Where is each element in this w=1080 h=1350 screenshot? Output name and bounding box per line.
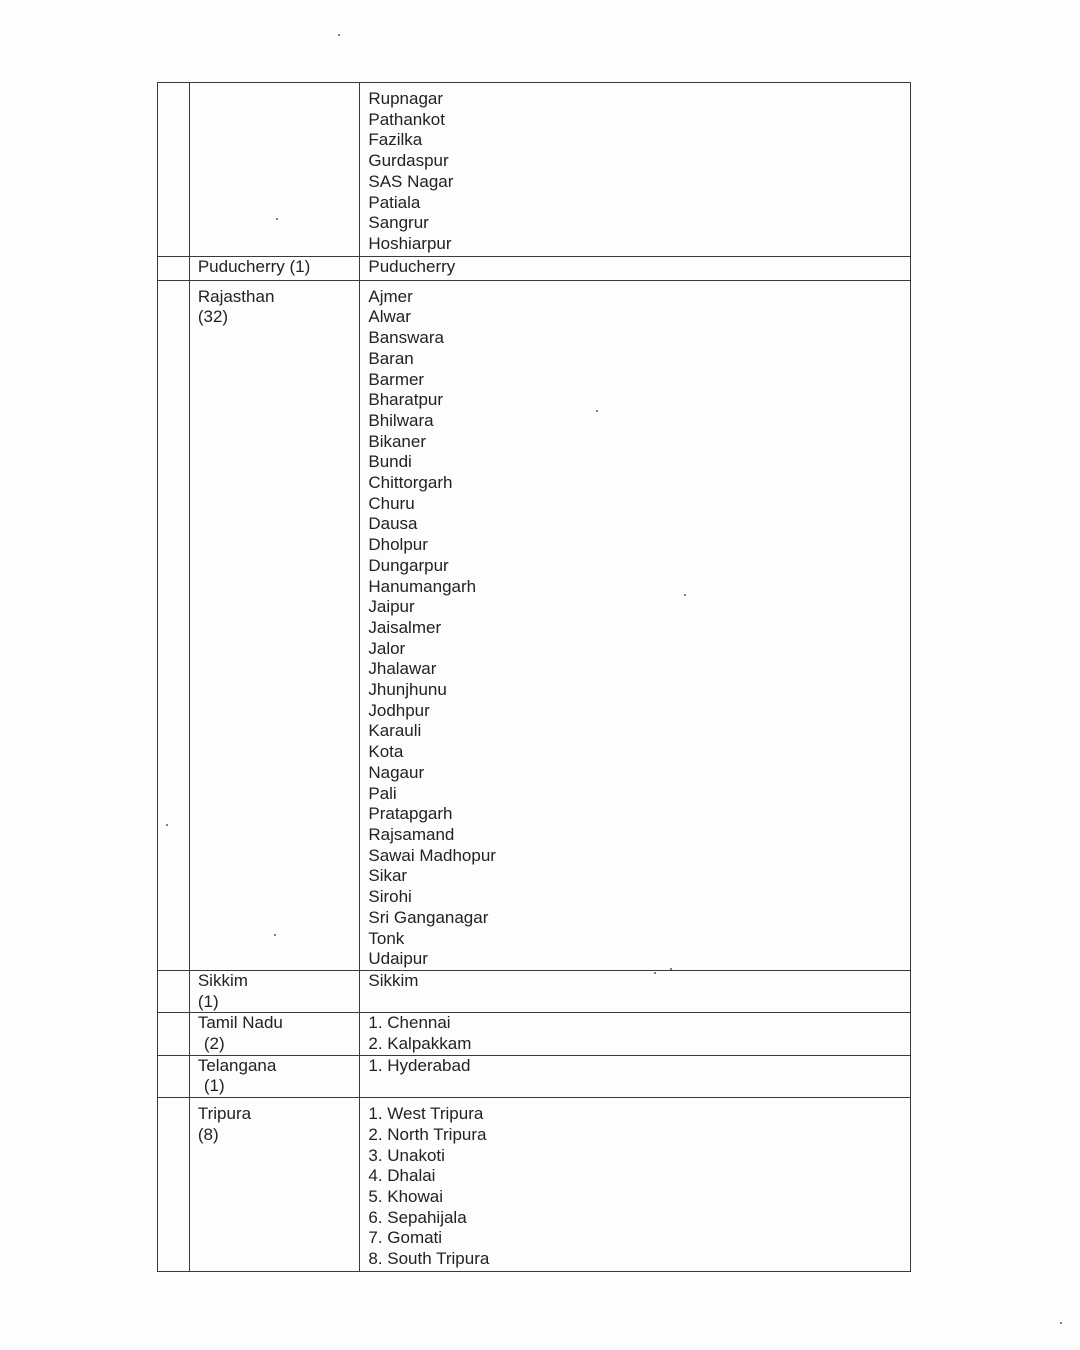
district-list [368, 1056, 902, 1077]
scan-speck [670, 968, 672, 970]
district-item: Jaipur [368, 597, 415, 617]
district-item: Pathankot [368, 109, 445, 129]
district-item: Dungarpur [368, 555, 449, 575]
district-cell [360, 1098, 911, 1272]
state-cell [189, 970, 360, 1012]
state-name: Telangana [197, 1055, 277, 1075]
serial-cell [158, 1013, 190, 1055]
scan-speck [654, 972, 656, 974]
district-item: Dholpur [368, 535, 428, 555]
table-row [158, 83, 911, 257]
district-item: Baran [368, 348, 414, 368]
serial-cell [158, 83, 190, 257]
table-row [158, 1055, 911, 1097]
district-item: Patiala [368, 192, 421, 212]
table-body [158, 83, 911, 1272]
state-cell [189, 1098, 360, 1272]
district-item: Nagaur [368, 762, 425, 782]
scan-speck [596, 410, 598, 412]
district-item: Rajsamand [368, 824, 455, 844]
state-count: (1) [203, 1076, 225, 1096]
state-name: Rajasthan [197, 286, 275, 306]
state-cell [189, 83, 360, 257]
district-item: 6. Sepahijala [368, 1207, 467, 1227]
scan-speck [276, 218, 278, 220]
scan-speck [1060, 1322, 1062, 1324]
district-item: Jhunjhunu [368, 680, 447, 700]
district-item: Jodhpur [368, 700, 430, 720]
district-item: 2. Kalpakkam [368, 1034, 472, 1054]
district-item: Dausa [368, 514, 418, 534]
serial-cell [158, 1055, 190, 1097]
district-item: Tonk [368, 928, 405, 948]
district-list [368, 1104, 902, 1270]
district-item: Barmer [368, 369, 425, 389]
district-item: 2. North Tripura [368, 1124, 487, 1144]
district-list [368, 257, 902, 278]
district-cell [360, 83, 911, 257]
table-row [158, 1098, 911, 1272]
district-item: Bundi [368, 452, 412, 472]
serial-cell [158, 280, 190, 970]
serial-cell [158, 257, 190, 281]
district-item: Alwar [368, 307, 411, 327]
scan-speck [274, 934, 276, 936]
district-item: Jaisalmer [368, 617, 442, 637]
district-item: Fazilka [368, 130, 423, 150]
state-cell [189, 1055, 360, 1097]
table-row [158, 257, 911, 281]
district-item: Jalor [368, 638, 406, 658]
district-cell [360, 1055, 911, 1097]
district-list [368, 971, 902, 992]
state-count: (1) [197, 991, 219, 1011]
district-item: Hoshiarpur [368, 233, 452, 253]
state-name: Puducherry (1) [197, 257, 311, 276]
state-name: Sikkim [197, 970, 248, 990]
district-cell [360, 1013, 911, 1055]
district-cell [360, 280, 911, 970]
district-item: Ajmer [368, 286, 413, 306]
district-item: Sangrur [368, 213, 429, 233]
state-name: Tripura [197, 1104, 252, 1124]
district-item: Bharatpur [368, 390, 444, 410]
state-district-table [157, 82, 911, 1272]
scan-speck [684, 594, 686, 596]
district-item: Sikar [368, 866, 408, 886]
district-item: Hanumangarh [368, 576, 477, 596]
state-name: Tamil Nadu [197, 1013, 283, 1033]
district-item: 7. Gomati [368, 1228, 443, 1248]
scan-speck [338, 34, 340, 36]
serial-cell [158, 970, 190, 1012]
state-count: (8) [197, 1124, 219, 1144]
district-item: Sawai Madhopur [368, 845, 496, 865]
district-item: 4. Dhalai [368, 1166, 436, 1186]
district-item: Kota [368, 742, 404, 762]
state-cell [189, 257, 360, 281]
district-item: SAS Nagar [368, 171, 454, 191]
district-cell [360, 257, 911, 281]
district-item: Bikaner [368, 431, 426, 451]
district-item: Pratapgarh [368, 804, 453, 824]
district-item: Puducherry [368, 257, 456, 276]
state-cell [189, 280, 360, 970]
district-item: Udaipur [368, 949, 428, 969]
state-count: (32) [197, 307, 229, 327]
district-item: Churu [368, 493, 415, 513]
district-item: 8. South Tripura [368, 1249, 490, 1269]
district-item: 3. Unakoti [368, 1145, 445, 1165]
district-item: Chittorgarh [368, 473, 453, 493]
district-list [368, 287, 902, 970]
district-item: Karauli [368, 721, 422, 741]
district-item: 5. Khowai [368, 1186, 444, 1206]
district-item: Sri Ganganagar [368, 907, 489, 927]
district-item: Bhilwara [368, 410, 434, 430]
scan-speck [166, 824, 168, 826]
serial-cell [158, 1098, 190, 1272]
district-item: Gurdaspur [368, 151, 449, 171]
district-item: Jhalawar [368, 659, 437, 679]
district-item: Sirohi [368, 887, 412, 907]
table-row [158, 280, 911, 970]
district-item: Sikkim [368, 970, 419, 990]
state-cell [189, 1013, 360, 1055]
district-list [368, 89, 902, 255]
district-item: Banswara [368, 328, 444, 348]
district-list [368, 1013, 902, 1054]
district-item: 1. Hyderabad [368, 1055, 471, 1075]
district-item: Pali [368, 783, 397, 803]
district-item: Rupnagar [368, 89, 444, 108]
table-row [158, 970, 911, 1012]
table-row [158, 1013, 911, 1055]
district-item: 1. West Tripura [368, 1104, 484, 1124]
district-cell [360, 970, 911, 1012]
state-count: (2) [203, 1034, 225, 1054]
district-item: 1. Chennai [368, 1013, 451, 1033]
